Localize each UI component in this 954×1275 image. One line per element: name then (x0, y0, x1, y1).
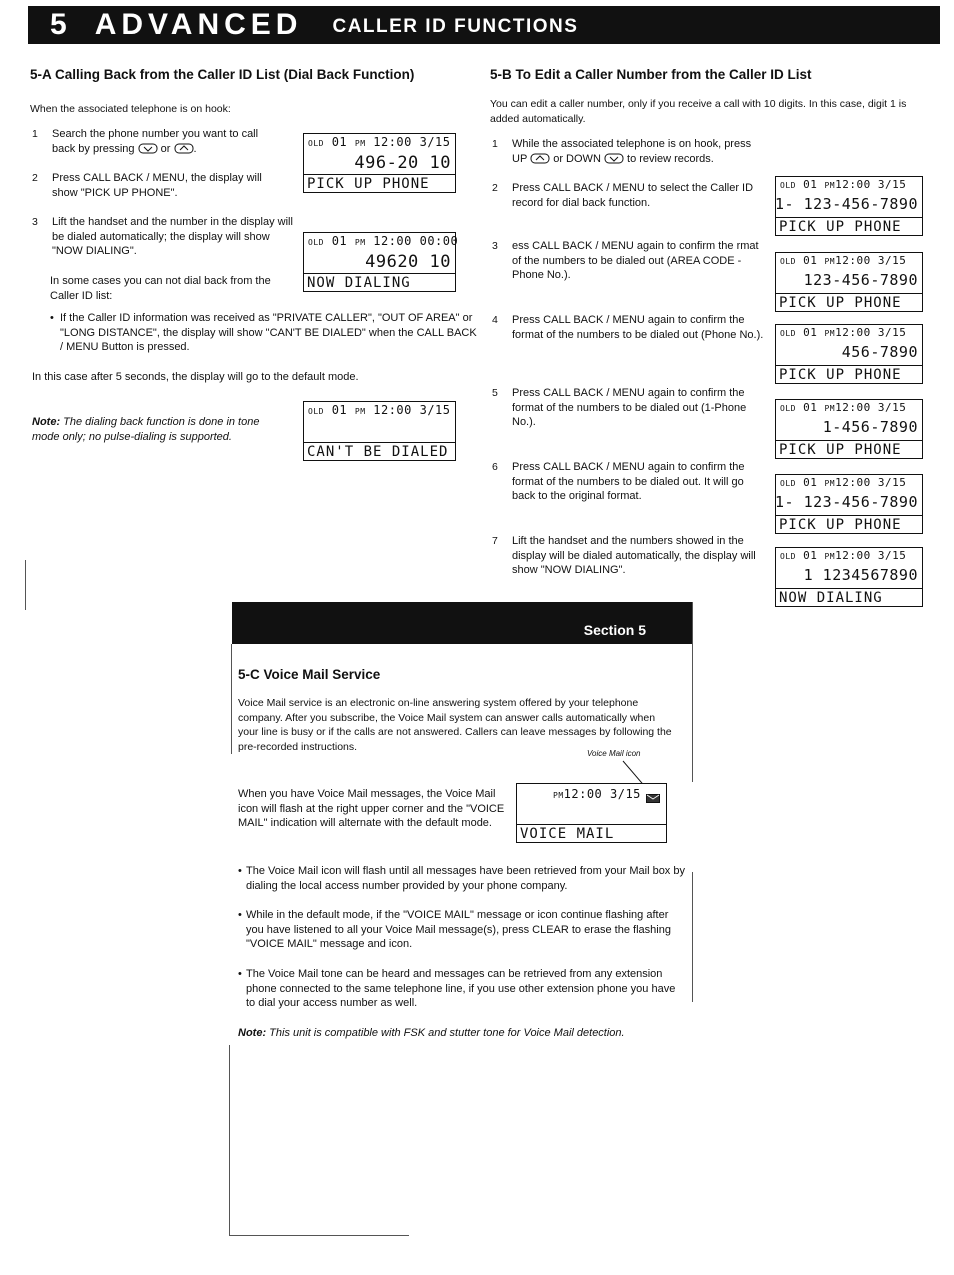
lcd-display-b6: OLD 01 PM12:00 3/15 1 1234567890 NOW DIALING (775, 547, 923, 607)
section-b-intro: You can edit a caller number, only if you receive a call with 10 digits. In this case, digit 1 is added automatically. (490, 98, 907, 125)
lcd-display-voice-mail: PM12:00 3/15 VOICE MAIL (516, 783, 667, 843)
lcd-display-b4: OLD 01 PM12:00 3/15 1-456-7890 PICK UP PHONE (775, 399, 923, 459)
lcd-display-now-dialing: OLD 01 PM 12:00 00:00 49620 10 NOW DIALING (303, 232, 456, 292)
section-c-title: 5-C Voice Mail Service (238, 667, 381, 682)
chapter-title: ADVANCED (94, 8, 303, 41)
section-c-note: Note: This unit is compatible with FSK and stutter tone for Voice Mail detection. (238, 1027, 625, 1039)
section-a-title: 5-A Calling Back from the Caller ID List (Dial Back Function) (30, 67, 415, 82)
chapter-header (28, 6, 940, 44)
private-caller-bullet: • If the Caller ID information was received as "PRIVATE CALLER", "OUT OF AREA" or "LONG DISTANCE", the display will show "CAN'T BE DIALED" when the CALL BACK / MENU Button is pressed. (50, 312, 477, 353)
section-5-bar (232, 602, 692, 644)
section-5-label: Section 5 (583, 622, 646, 638)
down-arrow-button-icon (138, 143, 158, 154)
lcd-display-b3: OLD 01 PM12:00 3/15 456-7890 PICK UP PHONE (775, 324, 923, 384)
down-arrow-button-icon (604, 153, 624, 164)
lcd-display-b5: OLD 01 PM12:00 3/15 1- 123-456-7890 PICK UP PHONE (775, 474, 923, 534)
chapter-subtitle: CALLER ID FUNCTIONS (332, 16, 579, 37)
voice-mail-envelope-icon (646, 794, 660, 803)
voice-mail-bullet-2: • While in the default mode, if the "VOICE MAIL" message or icon continue flashing after you have listened to all your Voice Mail message(s), press CLEAR to erase the flashing "VOICE MAIL" message and icon. (238, 909, 671, 950)
lcd-display-b2: OLD 01 PM12:00 3/15 123-456-7890 PICK UP PHONE (775, 252, 923, 312)
section-a-note: Note: The dialing back function is done in tone mode only; no pulse-dialing is supported. (32, 416, 260, 443)
lcd-display-pick-up: OLD 01 PM 12:00 3/15 496-20 10 PICK UP PHONE (303, 133, 456, 193)
voice-mail-intro: Voice Mail service is an electronic on-line answering system offered by your telephone company. After you subscribe, the Voice Mail system can answer calls automatically when your line is busy or if the calls are not answered. Callers can leave messages by following the pre-recorded instructions. (238, 697, 672, 753)
after-five-seconds-text: In this case after 5 seconds, the display will go to the default mode. (32, 371, 359, 383)
voice-mail-bullet-1: • The Voice Mail icon will flash until all messages have been retrieved from your Mail box by dialing the local access number provided by your phone company. (238, 865, 685, 892)
up-arrow-button-icon (530, 153, 550, 164)
lcd-display-cant-be-dialed: OLD 01 PM 12:00 3/15 CAN'T BE DIALED (303, 401, 456, 461)
cannot-dial-text: In some cases you can not dial back from the Caller ID list: (50, 275, 271, 302)
section-a-intro: When the associated telephone is on hook: (30, 103, 231, 115)
lcd-display-b1: OLD 01 PM12:00 3/15 1- 123-456-7890 PICK UP PHONE (775, 176, 923, 236)
chapter-number: 5 (50, 8, 69, 41)
voice-mail-flash-text: When you have Voice Mail messages, the Voice Mail icon will flash at the right upper corner and the "VOICE MAIL" indication will alternate with the default mode. (238, 788, 505, 829)
up-arrow-button-icon (174, 143, 194, 154)
voice-mail-icon-caption: Voice Mail icon (587, 749, 641, 758)
section-b-title: 5-B To Edit a Caller Number from the Caller ID List (490, 67, 812, 82)
voice-mail-bullet-3: • The Voice Mail tone can be heard and messages can be retrieved from any extension phone connected to the same telephone line, if you use other extension phone you have to dial your access number as well. (238, 968, 676, 1009)
